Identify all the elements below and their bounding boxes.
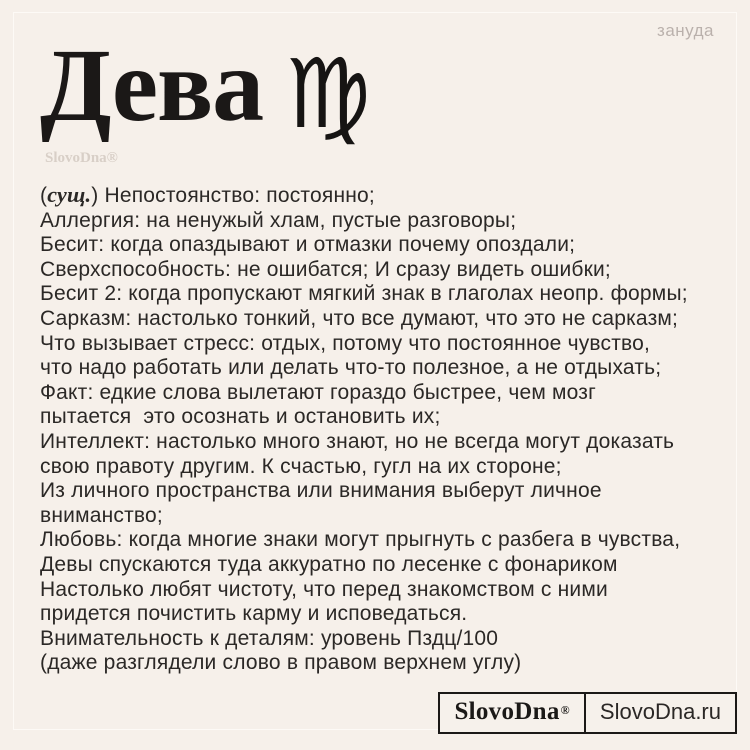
virgo-icon: ♍	[285, 38, 372, 150]
definition-line: Бесит 2: когда пропускают мягкий знак в глаголах неопр. формы;	[40, 282, 688, 306]
definition-line: вниманство;	[40, 503, 163, 527]
page-title: Дева	[40, 28, 264, 143]
definition-line: Внимательность к деталям: уровень Пздц/100	[40, 626, 499, 650]
definition-line: Бесит: когда опаздывают и отмазки почему опоздали;	[40, 233, 576, 257]
definition-line: свою правоту другим. К счастью, гугл на их стороне;	[40, 454, 562, 478]
definition-line: что надо работать или делать что-то полезное, а не отдыхать;	[40, 356, 662, 380]
part-of-speech-label: сущ.	[47, 182, 92, 207]
definition-line: Сверхспособность: не ошибатся; И сразу видеть ошибки;	[40, 257, 611, 281]
definition-line: (даже разглядели слово в правом верхнем углу)	[40, 651, 522, 675]
brand-logo	[440, 694, 583, 732]
registered-mark-icon: ®	[560, 702, 570, 717]
paren-close: )	[91, 184, 99, 207]
header	[40, 28, 372, 150]
definition-line: Девы спускаются туда аккуратно по лесенке с фонариком	[40, 552, 618, 576]
definition-line: Любовь: когда многие знаки могут прыгнуть с разбега в чувства,	[40, 528, 681, 552]
definition-line: пытается это осознать и остановить их;	[40, 405, 441, 429]
definition-line: придется почистить карму и исповедаться.	[40, 602, 468, 626]
paren-open: (	[40, 184, 48, 207]
definition-line: Интеллект: настолько много знают, но не всегда могут доказать	[40, 429, 675, 453]
definition-line: Факт: едкие слова вылетают гораздо быстрее, чем мозг	[40, 380, 596, 404]
definition-line-first	[40, 183, 724, 209]
footer-brand-bar	[438, 692, 737, 734]
first-line-text: Непостоянство: постоянно;	[98, 184, 375, 207]
definition-line: Настолько любят чистоту, что перед знакомством с ними	[40, 577, 608, 601]
watermark-logo: SlovoDna®	[45, 150, 118, 166]
definition-line: Что вызывает стресс: отдых, потому что постоянное чувство,	[40, 331, 651, 355]
definition-lines	[40, 209, 724, 676]
brand-name: SlovoDna	[454, 698, 560, 725]
brand-site-url: SlovoDna.ru	[584, 694, 735, 732]
definition-text	[40, 183, 724, 676]
corner-label: зануда	[657, 21, 714, 40]
definition-line: Аллергия: на ненужый хлам, пустые разговоры;	[40, 208, 517, 232]
definition-line: Из личного пространства или внимания выберут личное	[40, 479, 602, 503]
definition-line: Сарказм: настолько тонкий, что все думают, что это не сарказм;	[40, 306, 679, 330]
